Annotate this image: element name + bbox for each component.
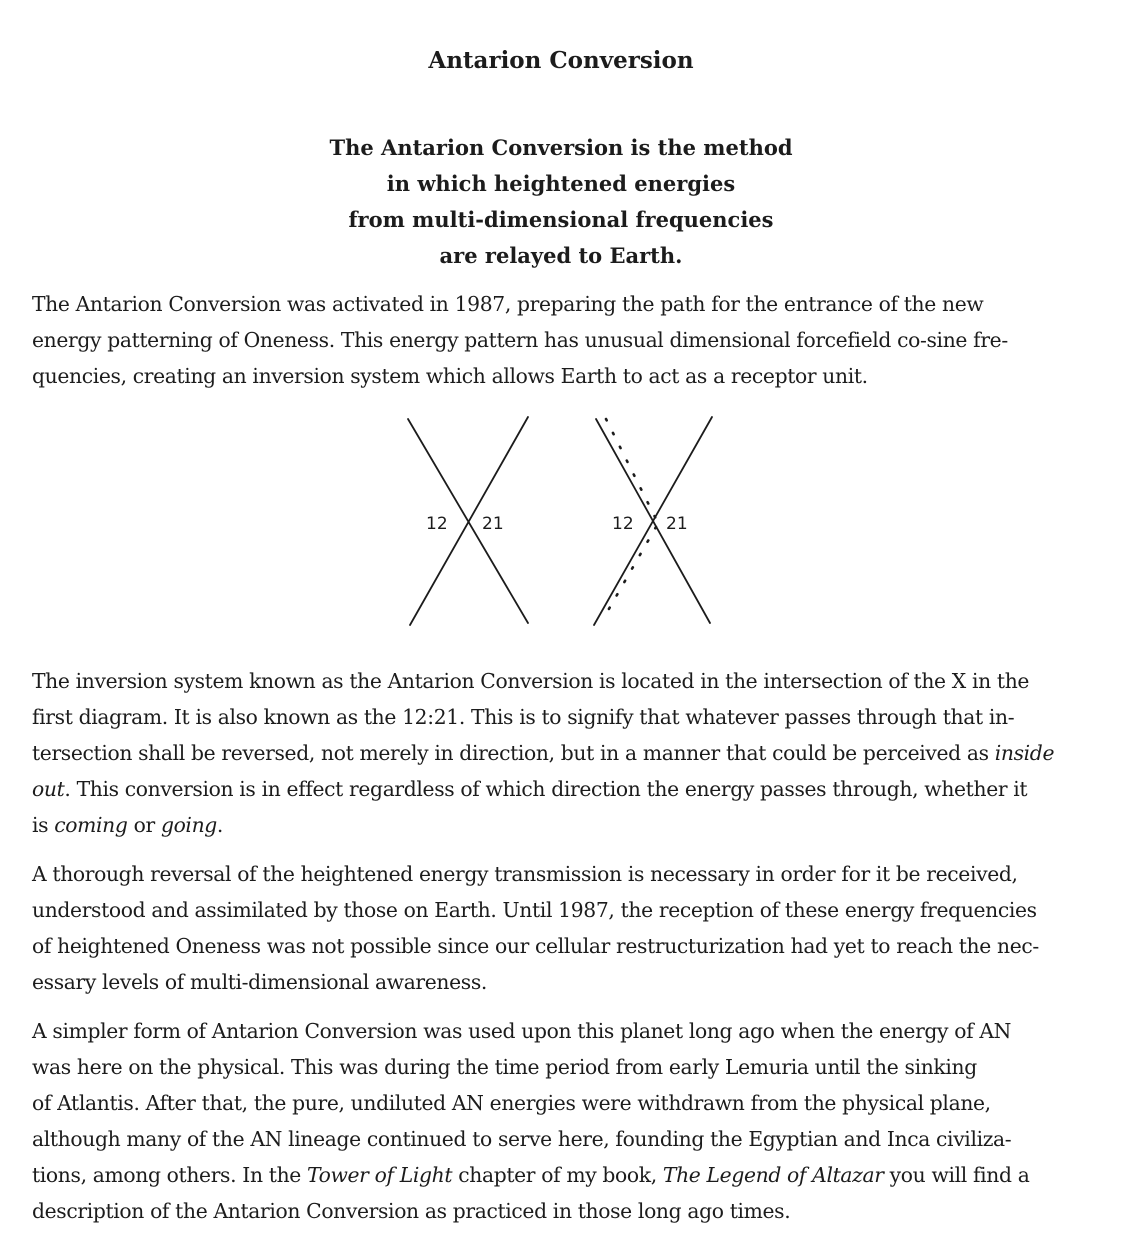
text-run: tions, among others. In the [32,1163,308,1187]
emphasis-text: going [160,813,217,837]
text-line: quencies, creating an inversion system which allows Earth to act as a receptor unit. [32,364,868,388]
paragraph-activation [32,286,1090,394]
epigraph-line: The Antarion Conversion is the method [329,135,793,160]
book-chapter-title: Tower of Light [307,1163,453,1187]
text-line: first diagram. It is also known as the 12:21. This is to signify that whatever passes through that in- [32,705,1015,729]
text-run: chapter of my book, [452,1163,663,1187]
text-line: The Antarion Conversion was activated in 1987, preparing the path for the entrance of the new [32,292,984,316]
text-line [32,735,1090,771]
epigraph-line: in which heightened energies [386,171,736,196]
text-line: A simpler form of Antarion Conversion was used upon this planet long ago when the energy of AN [32,1019,1012,1043]
text-line: of heightened Oneness was not possible since our cellular restructurization had yet to reach the nec- [32,934,1039,958]
text-line: although many of the AN lineage continued to serve here, founding the Egyptian and Inca civiliza- [32,1127,1012,1151]
text-run: is [32,813,55,837]
text-line: description of the Antarion Conversion as practiced in those long ago times. [32,1199,791,1223]
text-line: understood and assimilated by those on Earth. Until 1987, the reception of these energy frequencies [32,898,1037,922]
dotted-reversal-line [602,527,656,621]
text-run: or [127,813,161,837]
text-run: tersection shall be reversed, not merely in direction, but in a manner that could be perceived as [32,741,995,765]
text-run: . [216,813,224,837]
paragraph-history [32,1013,1090,1229]
paragraph-inversion-system [32,663,1090,843]
right-label-21: 21 [666,514,688,534]
left-x-symbol [408,417,528,625]
x-intersection-diagram [390,405,730,640]
emphasis-text: out [32,777,65,801]
emphasis-text: inside [994,741,1055,765]
left-label-12: 12 [426,514,448,534]
epigraph-line: are relayed to Earth. [439,243,683,268]
text-run: you will find a [883,1163,1030,1187]
epigraph-line: from multi-dimensional frequencies [348,207,774,232]
text-line: of Atlantis. After that, the pure, undiluted AN energies were withdrawn from the physical plane, [32,1091,991,1115]
emphasis-text: coming [54,813,128,837]
text-line: The inversion system known as the Antarion Conversion is located in the intersection of the X in the [32,669,1030,693]
text-line: essary levels of multi-dimensional awareness. [32,970,488,994]
page-title: Antarion Conversion [428,47,694,74]
text-line [32,1157,1090,1193]
text-line: was here on the physical. This was during the time period from early Lemuria until the sinking [32,1055,977,1079]
text-run: . This conversion is in effect regardless of which direction the energy passes through, whether it [64,777,1028,801]
text-line: A thorough reversal of the heightened energy transmission is necessary in order for it be received, [32,862,1018,886]
epigraph [32,130,1090,274]
text-line [32,771,1090,807]
dotted-reversal-line [606,419,658,523]
text-line [32,807,1090,843]
paragraph-reversal [32,856,1090,1000]
right-x-symbol [594,417,712,625]
left-label-21: 21 [482,514,504,534]
text-line: energy patterning of Oneness. This energy pattern has unusual dimensional forcefield co-sine fre- [32,328,1008,352]
right-label-12: 12 [612,514,634,534]
book-title: The Legend of Altazar [662,1163,884,1187]
